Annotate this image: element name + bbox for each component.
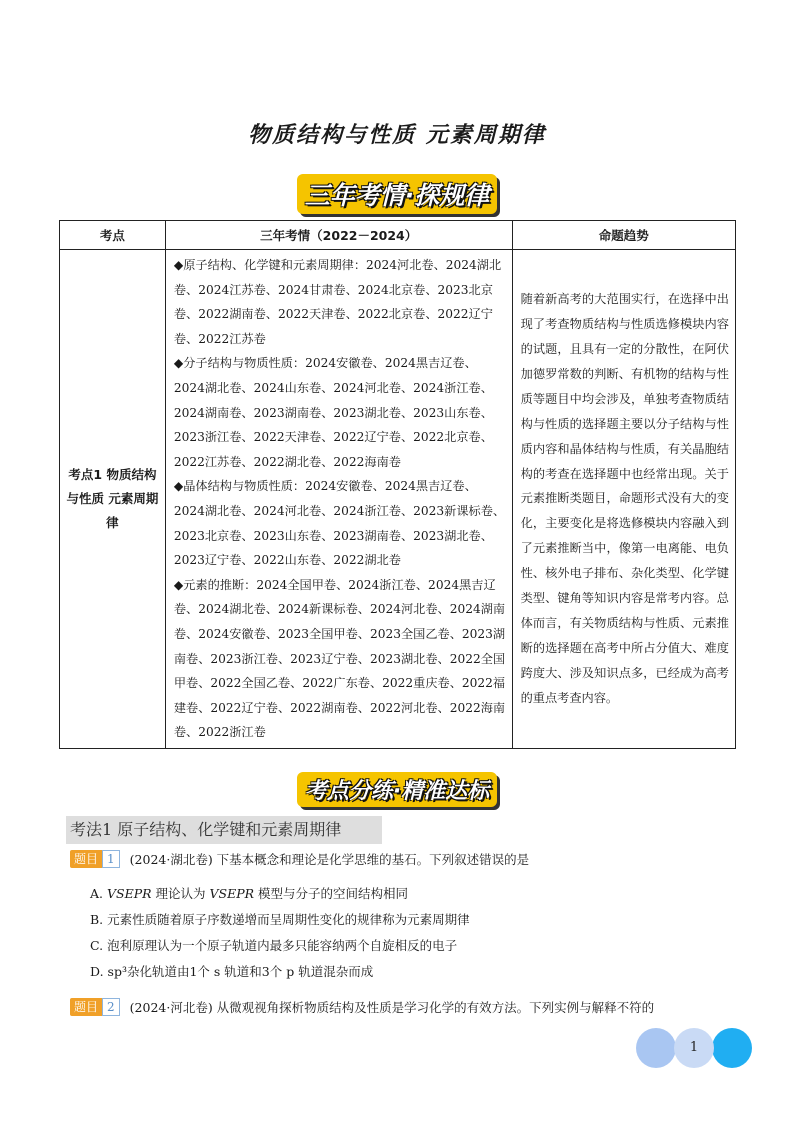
- page-indicator: [636, 1028, 754, 1068]
- header-years: 三年考情（2022－2024）: [165, 221, 512, 250]
- option-a: A. VSEPR 理论认为 VSEPR 模型与分子的空间结构相同: [90, 886, 409, 901]
- page-dot-decoration: [636, 1028, 676, 1068]
- section-banner-trends: [0, 174, 794, 214]
- question-number: 2: [102, 998, 120, 1016]
- page-number: 1: [674, 1028, 714, 1068]
- question-1: [70, 850, 529, 868]
- question-2: [70, 998, 654, 1016]
- question-text: (2024·河北卷) 从微观视角探析物质结构及性质是学习化学的有效方法。下列实例与解释不符的: [129, 1000, 655, 1015]
- banner-label: 考点分练·精准达标: [297, 772, 497, 807]
- page-dot-decoration: [712, 1028, 752, 1068]
- header-trend: 命题趋势: [512, 221, 735, 250]
- banner-label: 三年考情·探规律: [297, 174, 498, 214]
- years-item: ◆原子结构、化学键和元素周期律：2024河北卷、2024湖北卷、2024江苏卷、2024甘肃卷、2024北京卷、2023北京卷、2022湖南卷、2022天津卷、2022北京卷、2022辽宁卷、2022江苏卷: [173, 258, 502, 346]
- years-cell: [165, 250, 512, 749]
- years-item: ◆元素的推断：2024全国甲卷、2024浙江卷、2024黑吉辽卷、2024湖北卷、2024新课标卷、2024河北卷、2024湖南卷、2024安徽卷、2023全国甲卷、2023全国乙卷、2023湖南卷、2023浙江卷、2023辽宁卷、2023湖北卷、2022全国甲卷、2022全国乙卷、2022广东卷、2022重庆卷、2022福建卷、2022辽宁卷、2022湖南卷、2022河北卷、2022海南卷、2022浙江卷: [173, 577, 506, 740]
- trend-cell: 随着新高考的大范围实行，在选择中出现了考查物质结构与性质选修模块内容的试题，且具有一定的分散性，在阿伏加德罗常数的判断、有机物的结构与性质等题目中均会涉及，单独考查物质结构与性质的选择题主要以分子结构与性质内容和晶体结构与性质，有关晶胞结构的考查在选择题中也经常出现。关于元素推断类题目，命题形式没有大的变化，主要变化是将选修模块内容融入到了元素推断当中，像第一电离能、电负性、核外电子排布、杂化类型、化学键类型、键角等知识内容是常考内容。总体而言，有关物质结构与性质、元素推断的选择题在高考中所占分值大、难度跨度大、涉及知识点多，已经成为高考的重点考查内容。: [512, 250, 735, 749]
- option-b: B. 元素性质随着原子序数递增而呈周期性变化的规律称为元素周期律: [90, 912, 470, 927]
- section-heading: 考法1 原子结构、化学键和元素周期律: [66, 816, 382, 844]
- exam-overview-table: [59, 220, 736, 749]
- option-d: D. sp³杂化轨道由1个 s 轨道和3个 p 轨道混杂而成: [90, 964, 374, 979]
- question-tag: 题目: [70, 998, 102, 1016]
- question-text: (2024·湖北卷) 下基本概念和理论是化学思维的基石。下列叙述错误的是: [129, 852, 530, 867]
- header-topic: 考点: [60, 221, 166, 250]
- section-banner-practice: [0, 772, 794, 807]
- years-item: ◆晶体结构与物质性质：2024安徽卷、2024黑吉辽卷、2024湖北卷、2024河北卷、2024浙江卷、2023新课标卷、2023北京卷、2023山东卷、2023湖南卷、2023湖北卷、2023辽宁卷、2022山东卷、2022湖北卷: [173, 479, 506, 568]
- page-title: 物质结构与性质 元素周期律: [248, 123, 546, 148]
- years-item: ◆分子结构与物质性质：2024安徽卷、2024黑吉辽卷、2024湖北卷、2024山东卷、2024河北卷、2024浙江卷、2024湖南卷、2023湖南卷、2023湖北卷、2023山东卷、2023浙江卷、2022天津卷、2022辽宁卷、2022北京卷、2022江苏卷、2022湖北卷、2022海南卷: [173, 356, 493, 469]
- question-tag: 题目: [70, 850, 102, 868]
- option-c: C. 泡利原理认为一个原子轨道内最多只能容纳两个自旋相反的电子: [90, 938, 458, 953]
- question-number: 1: [102, 850, 120, 868]
- topic-cell: 考点1 物质结构与性质 元素周期律: [60, 250, 166, 749]
